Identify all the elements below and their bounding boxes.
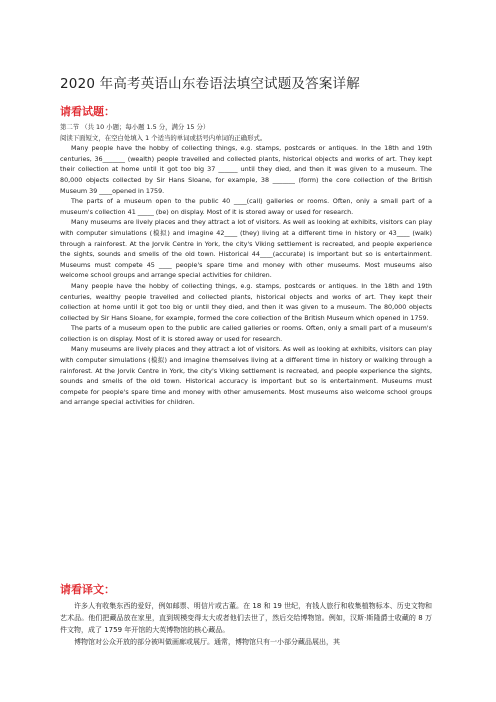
question-body [60, 122, 432, 408]
translation-paragraph: 博物馆对公众开放的部分被叫做画廊或展厅。通常，博物馆只有一小部分藏品展出，其 [74, 638, 340, 646]
passage-paragraph: Many museums are lively places and they attract a lot of visitors. As well as looking at exhibits, visitors can play with computer simulations (模拟) and imagine 42____ (they) living at a different time in history or 43____ (walk) through a rainforest. At the Jorvik Centre in York, the city's Viking settlement is recreated, and people experience the sights, sounds and smells of the old town. Historical 44____(accurate) is important but so is entertainment. Museums must compete 45 ____ people's spare time and money with other museums. Most museums also welcome school groups and arrange special activities for children. [60, 218, 432, 280]
passage-paragraph: The parts of a museum open to the public 40 ____(call) galleries or rooms. Often, only a small part of a museum's collection 41 _____ (be) on display. Most of it is stored away or used for research. [60, 197, 432, 216]
answer-paragraph: Many people have the hobby of collecting things, e.g. stamps, postcards or antiques. In the 18th and 19th centuries, wealthy people travelled and collected plants, historical objects and works of art. They kept their collection at home until it got too big or until they died, and then it was given to a museum. The 80,000 objects collected by Sir Hans Sloane, for example, formed the core collection of the British Museum which opened in 1759. [60, 281, 432, 322]
answer-paragraph: The parts of a museum open to the public are called galleries or rooms. Often, only a small part of a museum's collection is on display. Most of it is stored away or used for research. [60, 324, 432, 343]
page-title: 2020 年高考英语山东卷语法填空试题及答案详解 [60, 76, 360, 92]
instruction-line: 阅读下面短文，在空白处填入 1 个适当的单词或括号内单词的正确形式。 [60, 133, 267, 142]
translation-paragraph: 许多人有收集东西的爱好，例如邮票、明信片或古董。在 18 和 19 世纪，有钱人旅行和收集植物标本、历史文物和艺术品。他们把藏品放在家里，直到规模变得太大或者他们去世了，然后交给博物馆。例如，汉斯·斯隆爵士收藏的 8 万件文物，成了 1759 年开馆的大英博物馆的核心藏品。 [60, 602, 432, 634]
translation-section-heading: 请看译文： [60, 583, 115, 596]
question-section-heading: 请看试题： [60, 105, 115, 118]
translation-body [60, 600, 432, 648]
answer-paragraph: Many museums are lively places and they attract a lot of visitors. As well as looking at exhibits, visitors can play with computer simulations (模拟) and imagine themselves living at a different time in history or walking through a rainforest. At the Jorvik Centre in York, the city's Viking settlement is recreated, and people experience the sights, sounds and smells of the old town. Historical accuracy is important but so is entertainment. Museums must compete for people's spare time and money with other amusements. Most museums also welcome school groups and arrange special activities for children. [60, 345, 432, 407]
instruction-line: 第二节 （共 10 小题；每小题 1.5 分，满分 15 分） [60, 123, 210, 131]
passage-paragraph: Many people have the hobby of collecting things, e.g. stamps, postcards or antiques. In the 18th and 19th centuries, 36_______ (wealth) people travelled and collected plants, historical objects and works of art. They kept their collection at home until it got too big 37 ______ until they died, and then it was given to a museum. The 80,000 objects collected by Sir Hans Sloane, for example, 38 _______ (form) the core collection of the British Museum 39 ____opened in 1759. [60, 144, 432, 195]
